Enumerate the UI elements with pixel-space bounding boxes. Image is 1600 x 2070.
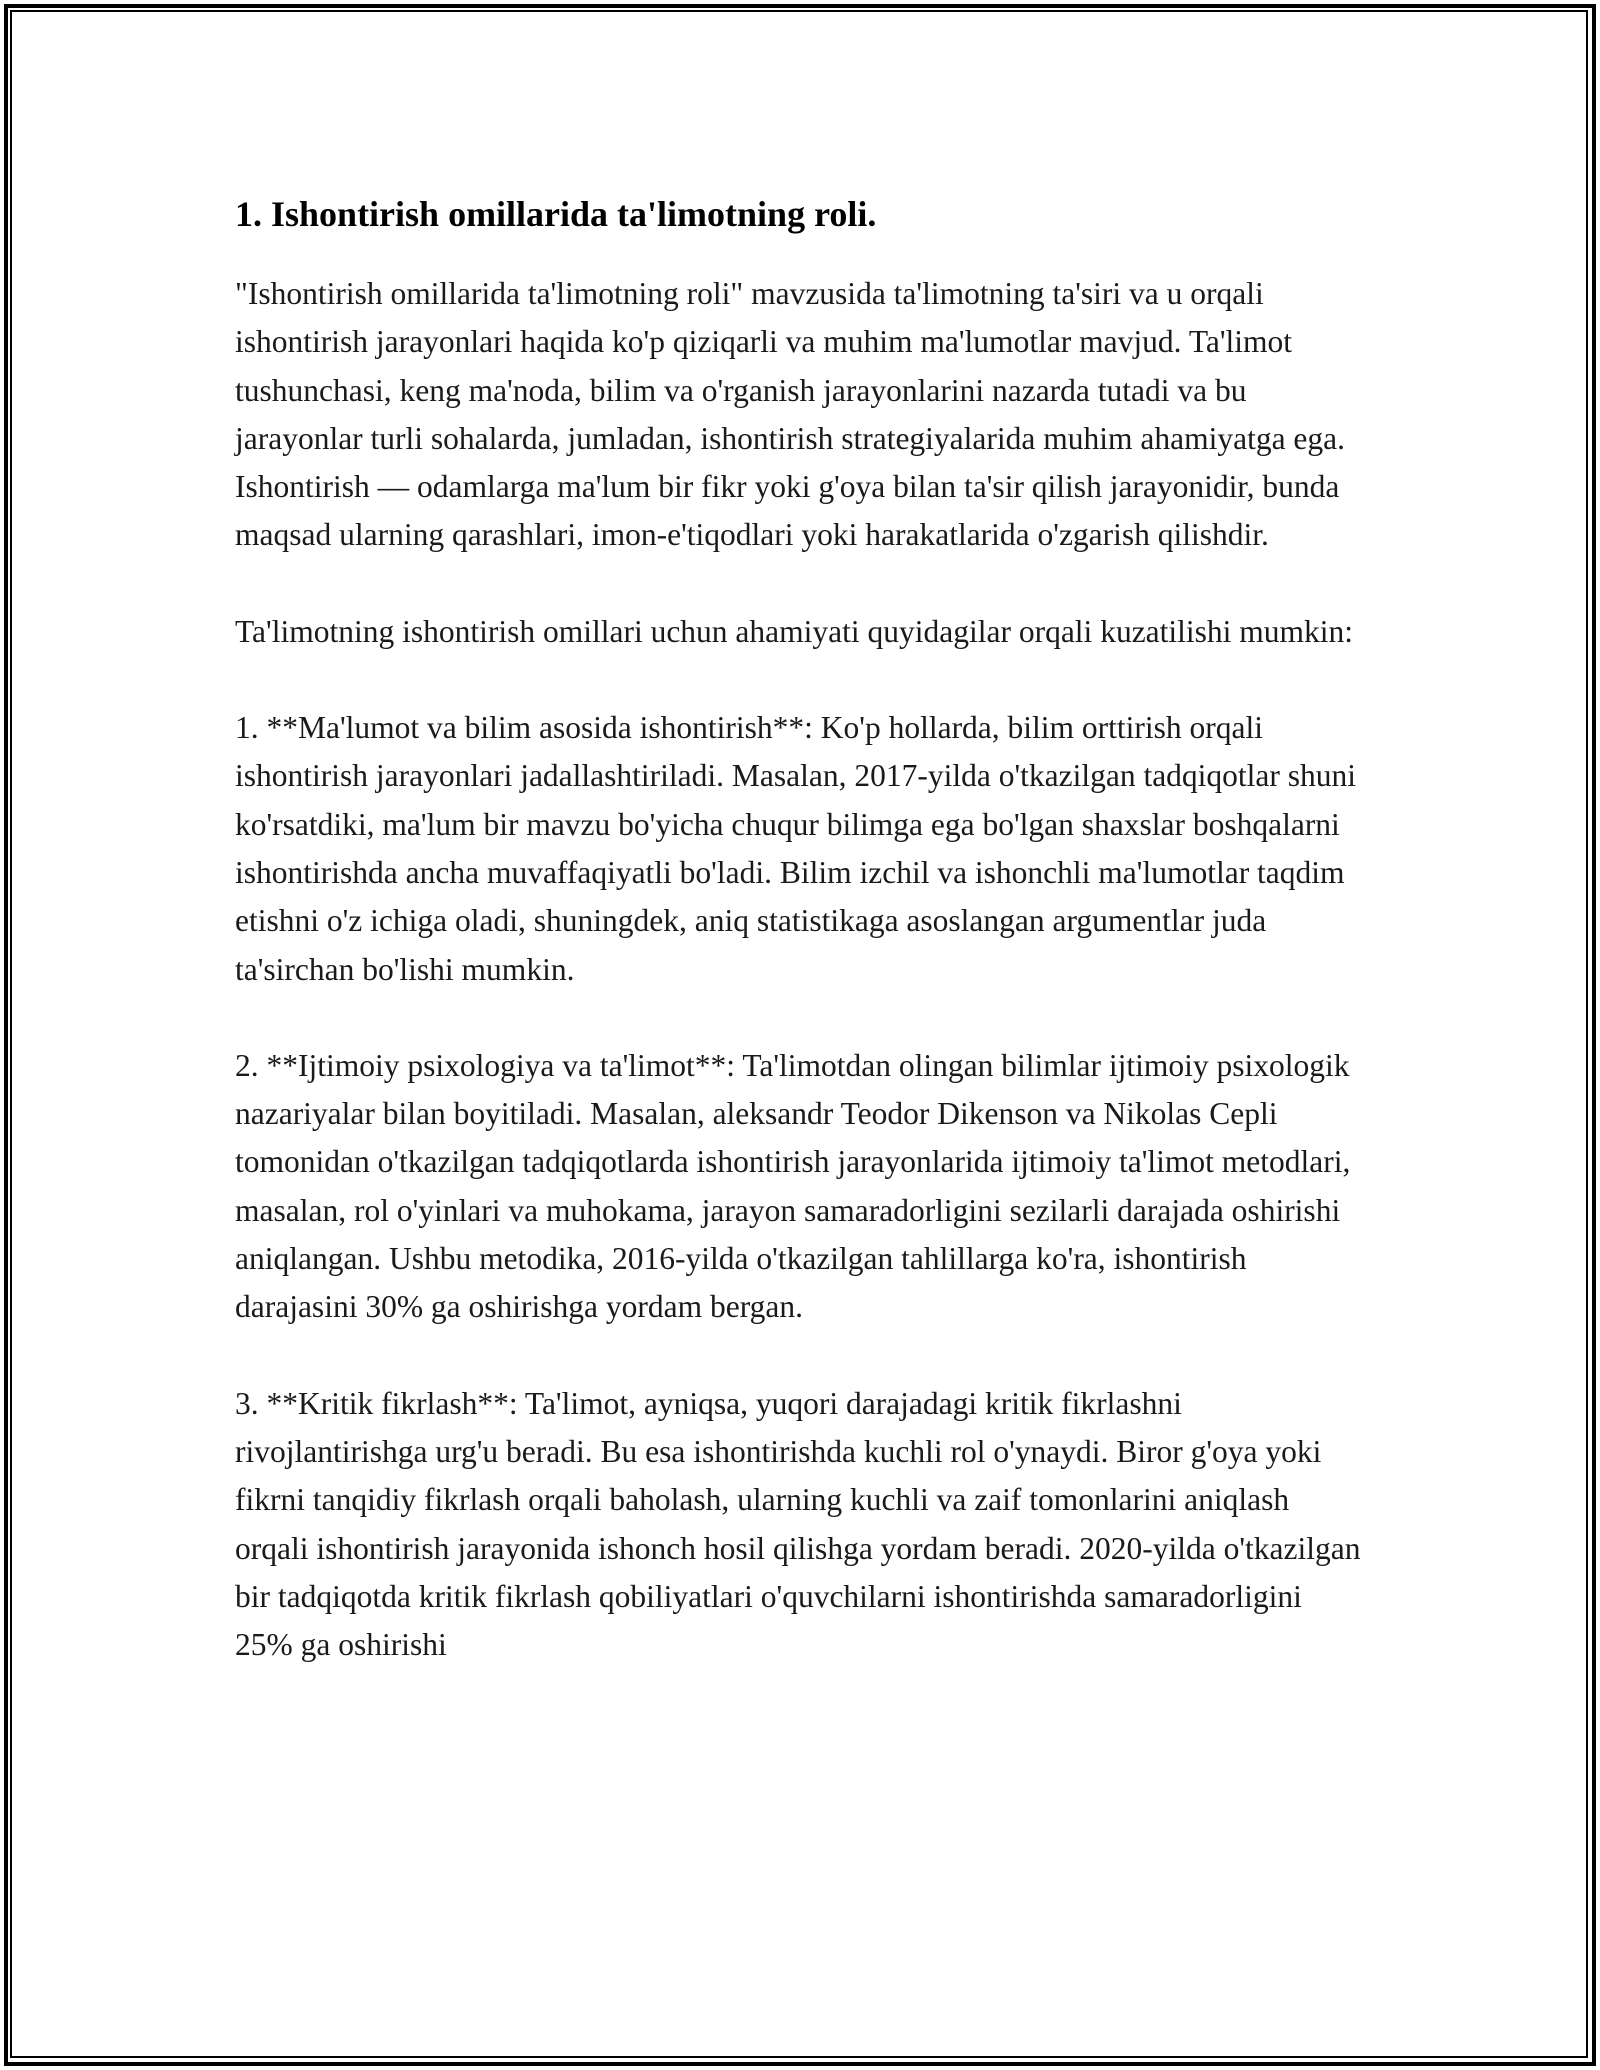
lead-in-paragraph: Ta'limotning ishontirish omillari uchun ahamiyati quyidagilar orqali kuzatilishi mumkin: [235, 613, 1354, 649]
section-title: 1. Ishontirish omillarida ta'limotning roli. [235, 194, 877, 234]
intro-paragraph: "Ishontirish omillarida ta'limotning roli" mavzusida ta'limotning ta'siri va u orqali ishontirish jarayonlari haqida ko'p qiziqarli va muhim ma'lumotlar mavjud. Ta'limot tushunchasi, keng ma'noda, bilim va o'rganish jarayonlarini nazarda tutadi va bu jarayonlar turli sohalarda, jumladan, ishontirish strategiyalarida muhim ahamiyatga ega. Ishontirish — odamlarga ma'lum bir fikr yoki g'oya bilan ta'sir qilish jarayonidir, bunda maqsad ularning qarashlari, imon-e'tiqodlari yoki harakatlarida o'zgarish qilishdir. [235, 276, 1346, 553]
document-body [235, 188, 1365, 1669]
point-3-paragraph: 3. **Kritik fikrlash**: Ta'limot, ayniqsa, yuqori darajadagi kritik fikrlashni rivojlantirishga urg'u beradi. Bu esa ishontirishda kuchli rol o'ynaydi. Biror g'oya yoki fikrni tanqidiy fikrlash orqali baholash, ularning kuchli va zaif tomonlarini aniqlash orqali ishontirish jarayonida ishonch hosil qilishga yordam beradi. 2020-yilda o'tkazilgan bir tadqiqotda kritik fikrlash qobiliyatlari o'quvchilarni ishontirishda samaradorligini 25% ga oshirishi [235, 1385, 1361, 1663]
point-1-paragraph: 1. **Ma'lumot va bilim asosida ishontirish**: Ko'p hollarda, bilim orttirish orqali ishontirish jarayonlari jadallashtiriladi. Masalan, 2017-yilda o'tkazilgan tadqiqotlar shuni ko'rsatdiki, ma'lum bir mavzu bo'yicha chuqur bilimga ega bo'lgan shaxslar boshqalarni ishontirishda ancha muvaffaqiyatli bo'ladi. Bilim izchil va ishonchli ma'lumotlar taqdim etishni o'z ichiga oladi, shuningdek, aniq statistikaga asoslangan argumentlar juda ta'sirchan bo'lishi mumkin. [235, 710, 1357, 987]
point-2-paragraph: 2. **Ijtimoiy psixologiya va ta'limot**: Ta'limotdan olingan bilimlar ijtimoiy psixologik nazariyalar bilan boyitiladi. Masalan, aleksandr Teodor Dikenson va Nikolas Cepli tomonidan o'tkazilgan tadqiqotlarda ishontirish jarayonlarida ijtimoiy ta'limot metodlari, masalan, rol o'yinlari va muhokama, jarayon samaradorligini sezilarli darajada oshirishi aniqlangan. Ushbu metodika, 2016-yilda o'tkazilgan tahlillarga ko'ra, ishontirish darajasini 30% ga oshirishga yordam bergan. [235, 1047, 1351, 1325]
